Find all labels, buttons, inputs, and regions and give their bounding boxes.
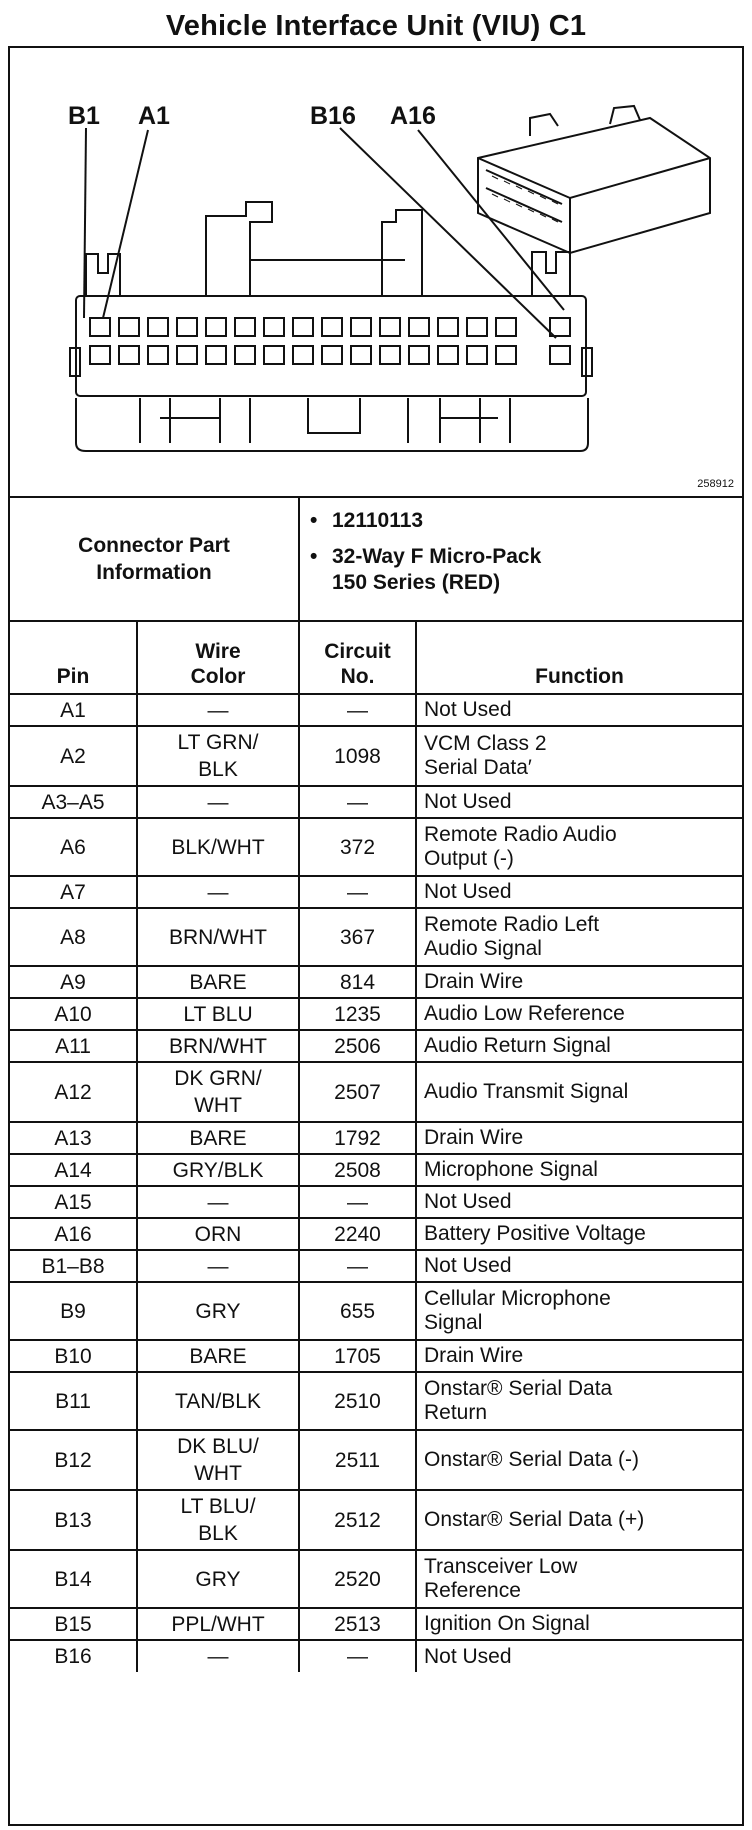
function-cell: Not Used: [416, 694, 742, 726]
circuit-cell: 2520: [299, 1550, 416, 1608]
wire-color-cell: BARE: [137, 1340, 299, 1372]
header-circuit-no: Circuit No.: [299, 620, 416, 694]
table-row: [10, 1122, 742, 1154]
function-cell: Onstar® Serial Data (+): [416, 1490, 742, 1550]
function-cell: Microphone Signal: [416, 1154, 742, 1186]
function-cell: Audio Low Reference: [416, 998, 742, 1030]
pin-cavities: [90, 318, 570, 364]
wire-color-cell: BRN/WHT: [137, 1030, 299, 1062]
page-title: Vehicle Interface Unit (VIU) C1: [165, 10, 587, 42]
circuit-cell: 367: [299, 908, 416, 966]
pin-cell: A14: [10, 1154, 137, 1186]
circuit-cell: 1098: [299, 726, 416, 786]
pin-cell: A9: [10, 966, 137, 998]
table-row: [10, 1218, 742, 1250]
wire-color-cell: GRY/BLK: [137, 1154, 299, 1186]
circuit-cell: —: [299, 694, 416, 726]
circuit-cell: 1235: [299, 998, 416, 1030]
pin-cell: B12: [10, 1430, 137, 1490]
header-function: Function: [416, 620, 742, 694]
function-cell: Ignition On Signal: [416, 1608, 742, 1640]
part-info-bullets: [310, 508, 541, 596]
connector-part-information: [10, 498, 742, 622]
pin-cell: B1–B8: [10, 1250, 137, 1282]
wire-color-cell: GRY: [137, 1282, 299, 1340]
circuit-cell: —: [299, 1250, 416, 1282]
table-row: [10, 998, 742, 1030]
wire-color-cell: BLK/WHT: [137, 818, 299, 876]
circuit-cell: 2506: [299, 1030, 416, 1062]
pin-cell: A3–A5: [10, 786, 137, 818]
part-number: • 12110113: [310, 508, 541, 534]
wire-color-cell: —: [137, 876, 299, 908]
pin-cell: B10: [10, 1340, 137, 1372]
table-row: [10, 1340, 742, 1372]
header-pin: Pin: [10, 620, 137, 694]
function-cell: Remote Radio Left Audio Signal: [416, 908, 742, 966]
wire-color-cell: DK BLU/ WHT: [137, 1430, 299, 1490]
circuit-cell: 372: [299, 818, 416, 876]
circuit-cell: —: [299, 1640, 416, 1672]
function-cell: Not Used: [416, 1640, 742, 1672]
function-cell: Battery Positive Voltage: [416, 1218, 742, 1250]
circuit-cell: 2508: [299, 1154, 416, 1186]
table-row: [10, 1186, 742, 1218]
pin-cell: A12: [10, 1062, 137, 1122]
function-cell: Drain Wire: [416, 966, 742, 998]
circuit-cell: 2511: [299, 1430, 416, 1490]
table-row: [10, 1250, 742, 1282]
circuit-cell: —: [299, 876, 416, 908]
pin-cell: A10: [10, 998, 137, 1030]
table-row: [10, 1282, 742, 1340]
circuit-cell: 1705: [299, 1340, 416, 1372]
table-row: [10, 818, 742, 876]
circuit-cell: —: [299, 786, 416, 818]
wire-color-cell: LT BLU/ BLK: [137, 1490, 299, 1550]
circuit-cell: 2507: [299, 1062, 416, 1122]
connector-diagram: [10, 48, 742, 498]
table-row: [10, 908, 742, 966]
wire-color-cell: —: [137, 1186, 299, 1218]
table-row: [10, 1430, 742, 1490]
function-cell: Not Used: [416, 786, 742, 818]
function-cell: Cellular Microphone Signal: [416, 1282, 742, 1340]
circuit-cell: 655: [299, 1282, 416, 1340]
connector-drawing: [10, 48, 742, 496]
pin-cell: B16: [10, 1640, 137, 1672]
function-cell: Audio Transmit Signal: [416, 1062, 742, 1122]
table-row: [10, 966, 742, 998]
circuit-cell: —: [299, 1186, 416, 1218]
function-cell: Drain Wire: [416, 1340, 742, 1372]
circuit-cell: 2240: [299, 1218, 416, 1250]
table-row: [10, 876, 742, 908]
function-cell: Remote Radio Audio Output (-): [416, 818, 742, 876]
function-cell: Audio Return Signal: [416, 1030, 742, 1062]
table-row: [10, 1372, 742, 1430]
table-row: [10, 1608, 742, 1640]
pin-cell: A13: [10, 1122, 137, 1154]
table-row: [10, 694, 742, 726]
pin-cell: A16: [10, 1218, 137, 1250]
pin-label-a1: A1: [138, 102, 170, 130]
table-row: [10, 726, 742, 786]
function-cell: Onstar® Serial Data Return: [416, 1372, 742, 1430]
wire-color-cell: ORN: [137, 1218, 299, 1250]
table-row: [10, 1030, 742, 1062]
wire-color-cell: —: [137, 694, 299, 726]
circuit-cell: 2512: [299, 1490, 416, 1550]
table-row: [10, 1062, 742, 1122]
wire-color-cell: TAN/BLK: [137, 1372, 299, 1430]
pin-cell: A11: [10, 1030, 137, 1062]
wire-color-cell: PPL/WHT: [137, 1608, 299, 1640]
function-cell: Onstar® Serial Data (-): [416, 1430, 742, 1490]
pin-cell: B14: [10, 1550, 137, 1608]
table-row: [10, 1550, 742, 1608]
pin-cell: A8: [10, 908, 137, 966]
wire-color-cell: GRY: [137, 1550, 299, 1608]
function-cell: Not Used: [416, 1250, 742, 1282]
pin-label-b1: B1: [68, 102, 100, 130]
table-row: [10, 786, 742, 818]
figure-number: 258912: [697, 478, 734, 490]
pin-cell: B15: [10, 1608, 137, 1640]
pin-cell: B11: [10, 1372, 137, 1430]
table-row: [10, 1640, 742, 1672]
connector-sheet: [8, 46, 744, 1826]
wire-color-cell: —: [137, 1250, 299, 1282]
wire-color-cell: LT GRN/ BLK: [137, 726, 299, 786]
part-info-label: Connector Part Information: [10, 498, 300, 620]
circuit-cell: 1792: [299, 1122, 416, 1154]
pin-cell: A7: [10, 876, 137, 908]
circuit-cell: 814: [299, 966, 416, 998]
pin-label-a16: A16: [390, 102, 436, 130]
wire-color-cell: —: [137, 1640, 299, 1672]
wire-color-cell: DK GRN/ WHT: [137, 1062, 299, 1122]
header-wire-color: Wire Color: [137, 620, 299, 694]
table-row: [10, 1490, 742, 1550]
function-cell: Not Used: [416, 1186, 742, 1218]
function-cell: Not Used: [416, 876, 742, 908]
table-header-row: [10, 620, 742, 694]
circuit-cell: 2513: [299, 1608, 416, 1640]
pin-cell: A1: [10, 694, 137, 726]
function-cell: Transceiver Low Reference: [416, 1550, 742, 1608]
pin-cell: B13: [10, 1490, 137, 1550]
pin-cell: A2: [10, 726, 137, 786]
circuit-cell: 2510: [299, 1372, 416, 1430]
pin-label-b16: B16: [310, 102, 356, 130]
pin-cell: A15: [10, 1186, 137, 1218]
wire-color-cell: —: [137, 786, 299, 818]
pin-cell: B9: [10, 1282, 137, 1340]
wire-color-cell: LT BLU: [137, 998, 299, 1030]
function-cell: VCM Class 2 Serial Data′: [416, 726, 742, 786]
wire-color-cell: BARE: [137, 1122, 299, 1154]
wire-color-cell: BARE: [137, 966, 299, 998]
pin-cell: A6: [10, 818, 137, 876]
part-description: • 32-Way F Micro-Pack 150 Series (RED): [310, 544, 541, 596]
wire-color-cell: BRN/WHT: [137, 908, 299, 966]
pin-table: [10, 620, 742, 1672]
table-row: [10, 1154, 742, 1186]
function-cell: Drain Wire: [416, 1122, 742, 1154]
